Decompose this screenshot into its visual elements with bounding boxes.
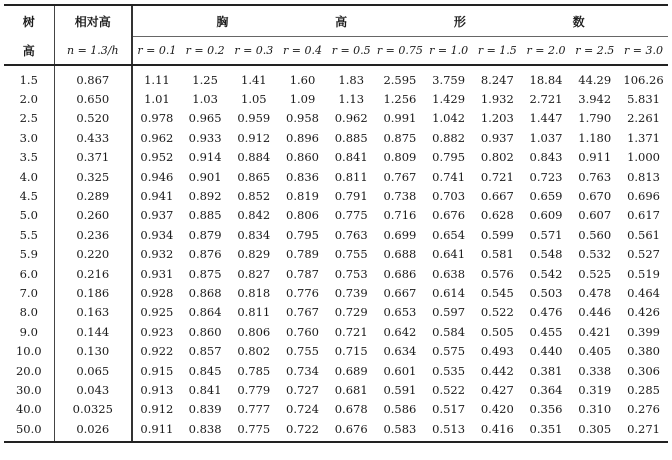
form-factor-cell: 0.839 bbox=[188, 402, 222, 417]
form-factor-cell: 8.247 bbox=[480, 72, 514, 87]
table-row bbox=[4, 303, 668, 322]
form-factor-cell: 0.493 bbox=[480, 344, 514, 359]
relative-height-cell: 0.433 bbox=[54, 128, 132, 147]
form-factor-cell: 2.595 bbox=[383, 72, 417, 87]
form-factor-cell: 44.29 bbox=[578, 72, 612, 87]
tree-height-cell: 4.5 bbox=[19, 189, 38, 204]
form-factor-cell: 0.442 bbox=[480, 363, 514, 378]
form-factor-cell: 0.928 bbox=[132, 283, 181, 302]
form-factor-cell: 0.959 bbox=[237, 111, 271, 126]
r-header: r = 0.1 bbox=[132, 37, 181, 66]
form-factor-cell: 0.545 bbox=[480, 285, 514, 300]
relative-height-cell: 0.0325 bbox=[54, 400, 132, 419]
table-row bbox=[4, 148, 668, 167]
form-factor-cell: 0.522 bbox=[432, 382, 466, 397]
form-factor-cell: 0.478 bbox=[578, 285, 612, 300]
form-factor-cell: 0.513 bbox=[424, 419, 473, 442]
form-factor-cell: 0.420 bbox=[480, 402, 514, 417]
form-factor-cell: 1.83 bbox=[338, 72, 365, 87]
form-factor-cell: 3.759 bbox=[432, 72, 466, 87]
r-header: r = 2.5 bbox=[570, 37, 619, 66]
form-factor-cell: 0.416 bbox=[473, 419, 522, 442]
relative-height-cell: 0.065 bbox=[54, 361, 132, 380]
group-title-char: 高 bbox=[335, 14, 348, 29]
form-factor-cell: 1.13 bbox=[338, 92, 365, 107]
relative-height-cell: 0.289 bbox=[54, 186, 132, 205]
group-title-char: 数 bbox=[572, 14, 585, 29]
form-factor-cell: 0.755 bbox=[334, 247, 368, 262]
form-factor-cell: 0.753 bbox=[334, 266, 368, 281]
form-factor-cell: 0.811 bbox=[334, 169, 368, 184]
form-factor-cell: 1.256 bbox=[383, 92, 417, 107]
form-factor-cell: 0.364 bbox=[529, 382, 563, 397]
form-factor-cell: 3.942 bbox=[578, 92, 612, 107]
form-factor-cell: 0.503 bbox=[529, 285, 563, 300]
form-factor-cell: 0.811 bbox=[237, 305, 271, 320]
tree-height-header-top: 树 bbox=[4, 5, 54, 37]
form-factor-cell: 0.542 bbox=[529, 266, 563, 281]
form-factor-cell: 1.932 bbox=[480, 92, 514, 107]
relative-height-cell: 0.220 bbox=[54, 245, 132, 264]
form-factor-cell: 0.729 bbox=[334, 305, 368, 320]
form-factor-cell: 0.721 bbox=[480, 169, 514, 184]
form-factor-cell: 0.699 bbox=[383, 227, 417, 242]
relative-height-header: 相对高 bbox=[54, 5, 132, 37]
table-row bbox=[4, 245, 668, 264]
form-factor-cell: 0.689 bbox=[334, 363, 368, 378]
form-factor-cell: 0.722 bbox=[278, 419, 327, 442]
table-row bbox=[4, 65, 668, 89]
form-factor-cell: 0.676 bbox=[432, 208, 466, 223]
form-factor-cell: 0.802 bbox=[480, 150, 514, 165]
table-row bbox=[4, 128, 668, 147]
relative-height-cell: 0.144 bbox=[54, 322, 132, 341]
tree-height-header-bottom: 高 bbox=[4, 37, 54, 66]
form-factor-cell: 0.716 bbox=[383, 208, 417, 223]
form-factor-cell: 0.965 bbox=[188, 111, 222, 126]
table-row bbox=[4, 264, 668, 283]
form-factor-cell: 0.789 bbox=[286, 247, 319, 262]
form-factor-cell: 1.447 bbox=[529, 111, 563, 126]
relative-height-cell: 0.325 bbox=[54, 167, 132, 186]
form-factor-cell: 0.914 bbox=[188, 150, 222, 165]
form-factor-cell: 0.838 bbox=[181, 419, 230, 442]
tree-height-cell: 8.0 bbox=[19, 305, 38, 320]
form-factor-cell: 0.351 bbox=[522, 419, 571, 442]
table-row bbox=[4, 89, 668, 108]
form-factor-cell: 1.429 bbox=[432, 92, 466, 107]
form-factor-cell: 0.654 bbox=[432, 227, 466, 242]
table-row bbox=[4, 109, 668, 128]
form-factor-cell: 0.946 bbox=[132, 167, 181, 186]
form-factor-cell: 0.535 bbox=[432, 363, 466, 378]
form-factor-cell: 0.836 bbox=[286, 169, 319, 184]
form-factor-cell: 0.934 bbox=[132, 225, 181, 244]
form-factor-cell: 0.561 bbox=[627, 227, 660, 242]
form-factor-cell: 0.962 bbox=[334, 111, 368, 126]
form-factor-cell: 0.641 bbox=[432, 247, 466, 262]
r-header: r = 3.0 bbox=[619, 37, 668, 66]
form-factor-cell: 0.676 bbox=[327, 419, 376, 442]
tree-height-cell: 2.5 bbox=[19, 111, 38, 126]
form-factor-cell: 0.421 bbox=[578, 324, 612, 339]
form-factor-cell: 0.787 bbox=[286, 266, 319, 281]
form-factor-cell: 0.779 bbox=[237, 382, 271, 397]
table-row bbox=[4, 167, 668, 186]
breast-height-form-factor-table bbox=[4, 4, 668, 443]
form-factor-cell: 0.901 bbox=[188, 169, 222, 184]
form-factor-cell: 0.795 bbox=[286, 227, 319, 242]
form-factor-cell: 0.885 bbox=[334, 130, 368, 145]
form-factor-cell: 0.476 bbox=[529, 305, 563, 320]
form-factor-cell: 0.723 bbox=[529, 169, 563, 184]
table-body bbox=[4, 65, 668, 442]
tree-height-cell: 20.0 bbox=[15, 363, 42, 378]
form-factor-cell: 0.925 bbox=[132, 303, 181, 322]
form-factor-cell: 0.834 bbox=[237, 227, 271, 242]
form-factor-cell: 0.806 bbox=[237, 324, 271, 339]
form-factor-cell: 0.659 bbox=[529, 189, 563, 204]
tree-height-cell: 9.0 bbox=[19, 324, 38, 339]
form-factor-table-sheet bbox=[4, 4, 668, 443]
form-factor-cell: 0.670 bbox=[578, 189, 612, 204]
form-factor-cell: 0.884 bbox=[237, 150, 271, 165]
relative-height-cell: 0.216 bbox=[54, 264, 132, 283]
tree-height-cell: 30.0 bbox=[15, 382, 42, 397]
form-factor-cell: 1.203 bbox=[480, 111, 514, 126]
form-factor-cell: 0.767 bbox=[286, 305, 319, 320]
form-factor-cell: 0.843 bbox=[529, 150, 563, 165]
form-factor-cell: 1.371 bbox=[627, 130, 660, 145]
form-factor-cell: 1.180 bbox=[578, 130, 612, 145]
relative-height-cell: 0.260 bbox=[54, 206, 132, 225]
form-factor-cell: 0.857 bbox=[188, 344, 222, 359]
form-factor-cell: 0.560 bbox=[578, 227, 612, 242]
group-title-char: 形 bbox=[453, 14, 466, 29]
form-factor-cell: 0.688 bbox=[383, 247, 417, 262]
form-factor-cell: 0.427 bbox=[480, 382, 514, 397]
form-factor-cell: 0.597 bbox=[432, 305, 466, 320]
form-factor-cell: 0.519 bbox=[627, 266, 660, 281]
form-factor-cell: 0.885 bbox=[188, 208, 222, 223]
form-factor-cell: 0.703 bbox=[432, 189, 466, 204]
tree-height-cell: 10.0 bbox=[15, 344, 42, 359]
form-factor-cell: 0.879 bbox=[188, 227, 222, 242]
form-factor-cell: 0.617 bbox=[627, 208, 660, 223]
form-factor-cell: 0.932 bbox=[132, 245, 181, 264]
form-factor-cell: 0.634 bbox=[383, 344, 417, 359]
header-row-1 bbox=[4, 5, 668, 37]
form-factor-cell: 0.791 bbox=[334, 189, 368, 204]
form-factor-cell: 0.806 bbox=[286, 208, 319, 223]
form-factor-cell: 0.868 bbox=[188, 285, 222, 300]
table-row bbox=[4, 419, 668, 442]
r-header: r = 1.5 bbox=[473, 37, 522, 66]
form-factor-cell: 1.790 bbox=[578, 111, 612, 126]
form-factor-cell: 0.876 bbox=[188, 247, 222, 262]
form-factor-cell: 0.310 bbox=[578, 402, 612, 417]
form-factor-cell: 0.741 bbox=[432, 169, 466, 184]
form-factor-cell: 0.527 bbox=[627, 247, 660, 262]
form-factor-cell: 5.831 bbox=[627, 92, 660, 107]
form-factor-cell: 2.721 bbox=[529, 92, 563, 107]
form-factor-cell: 0.581 bbox=[480, 247, 514, 262]
tree-height-cell: 6.0 bbox=[19, 266, 38, 281]
form-factor-cell: 0.841 bbox=[334, 150, 368, 165]
tree-height-cell: 5.0 bbox=[19, 208, 38, 223]
form-factor-cell: 0.937 bbox=[132, 206, 181, 225]
form-factor-cell: 0.827 bbox=[237, 266, 271, 281]
form-factor-cell: 0.305 bbox=[570, 419, 619, 442]
form-factor-group-title bbox=[132, 5, 668, 37]
form-factor-cell: 0.937 bbox=[480, 130, 514, 145]
form-factor-cell: 0.505 bbox=[480, 324, 514, 339]
form-factor-cell: 0.841 bbox=[188, 382, 222, 397]
form-factor-cell: 0.381 bbox=[529, 363, 563, 378]
form-factor-cell: 0.642 bbox=[383, 324, 417, 339]
form-factor-cell: 0.864 bbox=[188, 305, 222, 320]
form-factor-cell: 0.911 bbox=[132, 419, 181, 442]
form-factor-cell: 0.601 bbox=[383, 363, 417, 378]
form-factor-cell: 1.01 bbox=[132, 89, 181, 108]
tree-height-cell: 4.0 bbox=[19, 169, 38, 184]
tree-height-cell: 40.0 bbox=[15, 402, 42, 417]
tree-height-cell: 5.9 bbox=[19, 247, 38, 262]
tree-height-cell: 3.5 bbox=[19, 150, 38, 165]
form-factor-cell: 0.892 bbox=[188, 189, 222, 204]
form-factor-cell: 0.338 bbox=[578, 363, 612, 378]
table-row bbox=[4, 361, 668, 380]
form-factor-cell: 0.931 bbox=[132, 264, 181, 283]
form-factor-cell: 0.285 bbox=[627, 382, 660, 397]
table-header bbox=[4, 5, 668, 65]
form-factor-cell: 0.586 bbox=[383, 402, 417, 417]
form-factor-cell: 0.319 bbox=[578, 382, 612, 397]
relative-height-cell: 0.130 bbox=[54, 341, 132, 360]
form-factor-cell: 0.860 bbox=[286, 150, 319, 165]
header-row-2 bbox=[4, 37, 668, 66]
form-factor-cell: 0.775 bbox=[229, 419, 278, 442]
table-row bbox=[4, 380, 668, 399]
form-factor-cell: 0.865 bbox=[237, 169, 271, 184]
form-factor-cell: 0.809 bbox=[383, 150, 417, 165]
form-factor-cell: 0.941 bbox=[132, 186, 181, 205]
form-factor-cell: 0.767 bbox=[383, 169, 417, 184]
form-factor-cell: 0.933 bbox=[188, 130, 222, 145]
form-factor-cell: 0.696 bbox=[627, 189, 660, 204]
tree-height-cell: 7.0 bbox=[19, 285, 38, 300]
form-factor-cell: 0.915 bbox=[132, 361, 181, 380]
r-header: r = 0.4 bbox=[278, 37, 327, 66]
form-factor-cell: 0.591 bbox=[383, 382, 417, 397]
form-factor-cell: 0.583 bbox=[376, 419, 425, 442]
form-factor-cell: 0.913 bbox=[132, 380, 181, 399]
form-factor-cell: 0.777 bbox=[237, 402, 271, 417]
table-row bbox=[4, 225, 668, 244]
form-factor-cell: 0.922 bbox=[132, 341, 181, 360]
form-factor-cell: 0.607 bbox=[578, 208, 612, 223]
form-factor-cell: 0.763 bbox=[334, 227, 368, 242]
form-factor-cell: 0.667 bbox=[480, 189, 514, 204]
form-factor-cell: 0.271 bbox=[619, 419, 668, 442]
form-factor-cell: 0.991 bbox=[383, 111, 417, 126]
form-factor-cell: 0.776 bbox=[286, 285, 319, 300]
form-factor-cell: 0.795 bbox=[432, 150, 466, 165]
form-factor-cell: 0.380 bbox=[627, 344, 660, 359]
form-factor-cell: 0.609 bbox=[529, 208, 563, 223]
form-factor-cell: 0.734 bbox=[286, 363, 319, 378]
form-factor-cell: 0.760 bbox=[286, 324, 319, 339]
form-factor-cell: 0.715 bbox=[334, 344, 368, 359]
form-factor-cell: 0.978 bbox=[132, 109, 181, 128]
form-factor-cell: 0.952 bbox=[132, 148, 181, 167]
form-factor-cell: 0.875 bbox=[383, 130, 417, 145]
table-row bbox=[4, 341, 668, 360]
form-factor-cell: 2.261 bbox=[627, 111, 660, 126]
tree-height-cell: 3.0 bbox=[19, 130, 38, 145]
relative-height-cell: 0.186 bbox=[54, 283, 132, 302]
form-factor-cell: 0.721 bbox=[334, 324, 368, 339]
form-factor-cell: 0.738 bbox=[383, 189, 417, 204]
group-title-char: 胸 bbox=[216, 14, 229, 29]
r-header: r = 1.0 bbox=[424, 37, 473, 66]
table-row bbox=[4, 186, 668, 205]
form-factor-cell: 0.923 bbox=[132, 322, 181, 341]
form-factor-cell: 1.09 bbox=[289, 92, 316, 107]
form-factor-cell: 0.785 bbox=[237, 363, 271, 378]
form-factor-cell: 0.548 bbox=[529, 247, 563, 262]
form-factor-cell: 0.614 bbox=[432, 285, 466, 300]
form-factor-cell: 1.042 bbox=[432, 111, 466, 126]
form-factor-cell: 1.41 bbox=[241, 72, 267, 87]
n-formula-header: n = 1.3/h bbox=[54, 37, 132, 66]
form-factor-cell: 0.405 bbox=[578, 344, 612, 359]
relative-height-cell: 0.371 bbox=[54, 148, 132, 167]
form-factor-cell: 0.628 bbox=[480, 208, 514, 223]
form-factor-cell: 0.829 bbox=[237, 247, 271, 262]
form-factor-cell: 1.60 bbox=[289, 72, 316, 87]
form-factor-cell: 106.26 bbox=[623, 72, 664, 87]
form-factor-cell: 1.000 bbox=[627, 150, 660, 165]
form-factor-cell: 1.03 bbox=[192, 92, 218, 107]
form-factor-cell: 0.912 bbox=[237, 130, 271, 145]
form-factor-cell: 0.576 bbox=[480, 266, 514, 281]
form-factor-cell: 0.522 bbox=[480, 305, 514, 320]
r-header: r = 0.5 bbox=[327, 37, 376, 66]
form-factor-cell: 1.05 bbox=[241, 92, 267, 107]
form-factor-cell: 0.306 bbox=[627, 363, 660, 378]
form-factor-cell: 0.845 bbox=[188, 363, 222, 378]
r-header: r = 0.75 bbox=[376, 37, 425, 66]
form-factor-cell: 0.860 bbox=[188, 324, 222, 339]
form-factor-cell: 0.962 bbox=[132, 128, 181, 147]
form-factor-cell: 0.356 bbox=[529, 402, 563, 417]
form-factor-cell: 0.882 bbox=[432, 130, 466, 145]
tree-height-cell: 1.5 bbox=[19, 72, 38, 87]
form-factor-cell: 0.440 bbox=[529, 344, 563, 359]
relative-height-cell: 0.867 bbox=[54, 65, 132, 89]
form-factor-cell: 0.426 bbox=[627, 305, 660, 320]
form-factor-cell: 1.11 bbox=[132, 65, 181, 89]
form-factor-cell: 0.678 bbox=[334, 402, 368, 417]
table-row bbox=[4, 283, 668, 302]
form-factor-cell: 0.399 bbox=[627, 324, 660, 339]
form-factor-cell: 0.584 bbox=[432, 324, 466, 339]
relative-height-cell: 0.043 bbox=[54, 380, 132, 399]
tree-height-cell: 5.5 bbox=[19, 227, 38, 242]
relative-height-cell: 0.650 bbox=[54, 89, 132, 108]
form-factor-cell: 0.686 bbox=[383, 266, 417, 281]
form-factor-cell: 0.819 bbox=[286, 189, 319, 204]
r-header: r = 2.0 bbox=[522, 37, 571, 66]
table-row bbox=[4, 322, 668, 341]
form-factor-cell: 0.727 bbox=[286, 382, 319, 397]
form-factor-cell: 0.464 bbox=[627, 285, 660, 300]
form-factor-cell: 0.532 bbox=[578, 247, 612, 262]
form-factor-cell: 0.842 bbox=[237, 208, 271, 223]
form-factor-cell: 1.25 bbox=[192, 72, 218, 87]
form-factor-cell: 0.896 bbox=[286, 130, 319, 145]
form-factor-cell: 0.667 bbox=[383, 285, 417, 300]
form-factor-cell: 0.599 bbox=[480, 227, 514, 242]
tree-height-cell: 50.0 bbox=[4, 419, 54, 442]
relative-height-cell: 0.520 bbox=[54, 109, 132, 128]
relative-height-cell: 0.236 bbox=[54, 225, 132, 244]
form-factor-cell: 0.724 bbox=[286, 402, 319, 417]
table-row bbox=[4, 206, 668, 225]
form-factor-cell: 0.912 bbox=[132, 400, 181, 419]
r-header: r = 0.2 bbox=[181, 37, 230, 66]
form-factor-cell: 0.455 bbox=[529, 324, 563, 339]
form-factor-cell: 18.84 bbox=[529, 72, 563, 87]
form-factor-cell: 0.755 bbox=[286, 344, 319, 359]
form-factor-cell: 0.638 bbox=[432, 266, 466, 281]
form-factor-cell: 0.653 bbox=[383, 305, 417, 320]
tree-height-cell: 2.0 bbox=[19, 92, 38, 107]
form-factor-cell: 0.446 bbox=[578, 305, 612, 320]
form-factor-cell: 0.813 bbox=[627, 169, 660, 184]
form-factor-cell: 0.739 bbox=[334, 285, 368, 300]
form-factor-cell: 0.276 bbox=[627, 402, 660, 417]
form-factor-cell: 0.875 bbox=[188, 266, 222, 281]
relative-height-cell: 0.026 bbox=[54, 419, 132, 442]
form-factor-cell: 1.037 bbox=[529, 130, 563, 145]
relative-height-cell: 0.163 bbox=[54, 303, 132, 322]
form-factor-cell: 0.852 bbox=[237, 189, 271, 204]
form-factor-cell: 0.818 bbox=[237, 285, 271, 300]
form-factor-cell: 0.775 bbox=[334, 208, 368, 223]
form-factor-cell: 0.517 bbox=[432, 402, 466, 417]
form-factor-cell: 0.802 bbox=[237, 344, 271, 359]
form-factor-cell: 0.911 bbox=[578, 150, 612, 165]
form-factor-cell: 0.571 bbox=[529, 227, 563, 242]
table-row bbox=[4, 400, 668, 419]
form-factor-cell: 0.958 bbox=[286, 111, 319, 126]
form-factor-cell: 0.763 bbox=[578, 169, 612, 184]
form-factor-cell: 0.575 bbox=[432, 344, 466, 359]
form-factor-cell: 0.681 bbox=[334, 382, 368, 397]
r-header: r = 0.3 bbox=[229, 37, 278, 66]
form-factor-cell: 0.525 bbox=[578, 266, 612, 281]
